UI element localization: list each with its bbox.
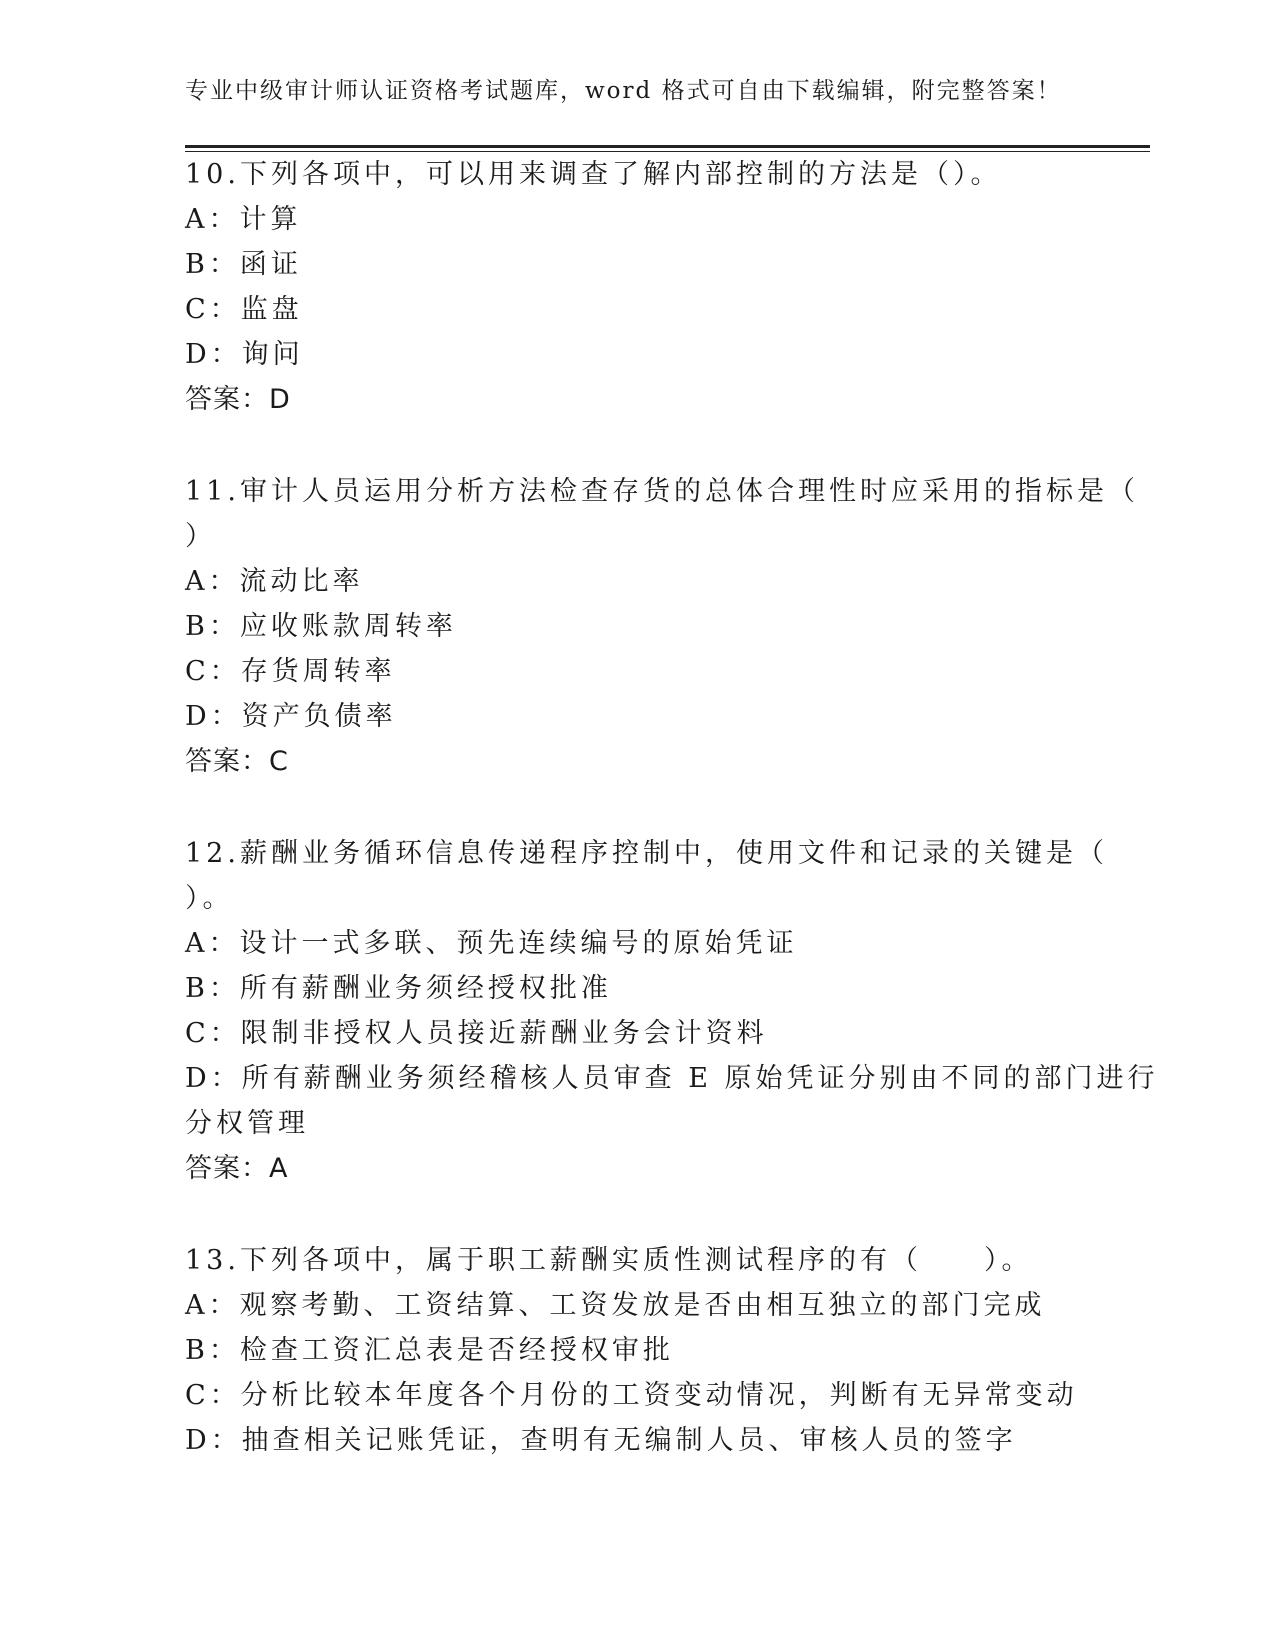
spacer bbox=[185, 422, 1085, 469]
question-block bbox=[185, 469, 1139, 784]
option-b: B：检查工资汇总表是否经授权审批 bbox=[185, 1335, 674, 1366]
answer-line: 答案：C bbox=[185, 746, 289, 777]
question-block bbox=[185, 152, 1085, 422]
option-d: D：询问 bbox=[185, 339, 304, 370]
option-d: D：抽查相关记账凭证，查明有无编制人员、审核人员的签字 bbox=[185, 1425, 1017, 1456]
question-stem: 11.审计人员运用分析方法检查存货的总体合理性时应采用的指标是（ bbox=[185, 476, 1139, 507]
answer-line: 答案：D bbox=[185, 384, 291, 415]
option-c: C：存货周转率 bbox=[185, 656, 396, 687]
option-a: A：计算 bbox=[185, 204, 302, 235]
option-d: D：所有薪酬业务须经稽核人员审查 E 原始凭证分别由不同的部门进行 bbox=[185, 1063, 1159, 1094]
option-a: A：观察考勤、工资结算、工资发放是否由相互独立的部门完成 bbox=[185, 1290, 1046, 1321]
question-block bbox=[185, 1238, 1085, 1463]
option-a: A：设计一式多联、预先连续编号的原始凭证 bbox=[185, 928, 798, 959]
option-b: B：应收账款周转率 bbox=[185, 611, 457, 642]
question-stem: 12.薪酬业务循环信息传递程序控制中，使用文件和记录的关键是（ bbox=[185, 838, 1108, 869]
question-stem-continuation: ） bbox=[185, 521, 216, 552]
question-stem: 10.下列各项中，可以用来调查了解内部控制的方法是（）。 bbox=[185, 159, 1002, 190]
question-stem: 13.下列各项中，属于职工薪酬实质性测试程序的有（ ）。 bbox=[185, 1245, 1033, 1276]
spacer bbox=[185, 1191, 1085, 1238]
option-d: D：资产负债率 bbox=[185, 701, 397, 732]
option-c: C：限制非授权人员接近薪酬业务会计资料 bbox=[185, 1018, 768, 1049]
option-c: C：分析比较本年度各个月份的工资变动情况，判断有无异常变动 bbox=[185, 1380, 1078, 1411]
option-b: B：函证 bbox=[185, 249, 302, 280]
spacer bbox=[185, 784, 1085, 831]
question-stem-continuation: ）。 bbox=[185, 883, 234, 914]
page-header: 专业中级审计师认证资格考试题库，word 格式可自由下载编辑，附完整答案！ bbox=[185, 78, 1062, 104]
header-rule-thick bbox=[185, 145, 1150, 148]
option-b: B：所有薪酬业务须经授权批准 bbox=[185, 973, 612, 1004]
option-a: A：流动比率 bbox=[185, 566, 364, 597]
question-list bbox=[185, 152, 1159, 1463]
question-block bbox=[185, 831, 1159, 1191]
answer-line: 答案：A bbox=[185, 1153, 289, 1184]
option-c: C：监盘 bbox=[185, 294, 303, 325]
option-d-continuation: 分权管理 bbox=[185, 1108, 309, 1139]
